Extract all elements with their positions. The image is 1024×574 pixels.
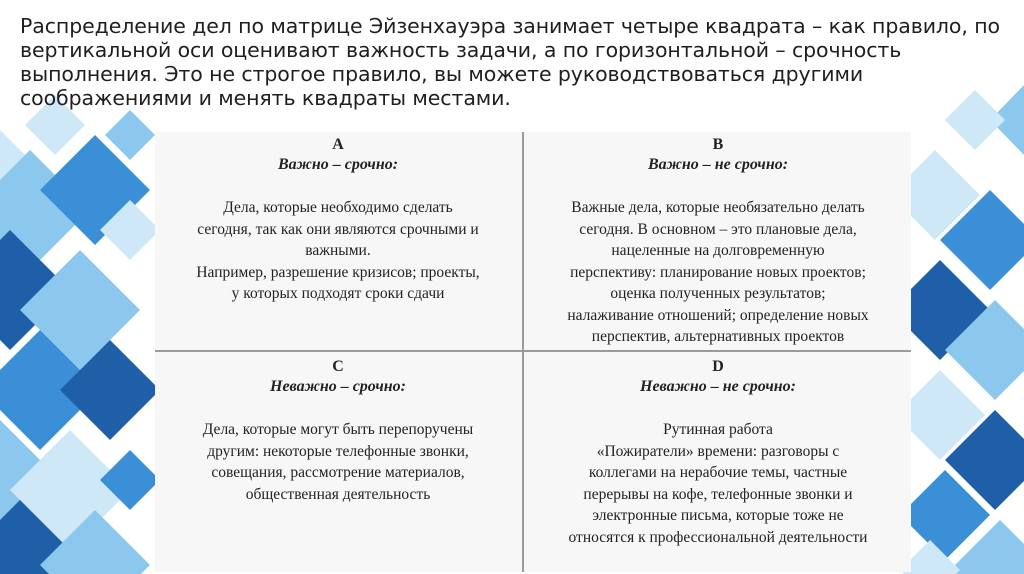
quadrant-b-letter: B [712, 136, 724, 153]
quadrant-b-line: перспектив, альтернативных проектов [591, 328, 845, 345]
quadrant-d-letter: D [712, 358, 724, 375]
quadrant-b-line: Важные дела, которые необязательно делать [571, 199, 865, 216]
horizontal-divider [155, 350, 911, 352]
quadrant-c-line: другим: некоторые телефонные звонки, [207, 442, 469, 460]
quadrant-a-line: Дела, которые необходимо сделать [223, 199, 453, 216]
quadrant-c [155, 354, 521, 505]
quadrant-c-letter: C [332, 358, 344, 375]
quadrant-b-heading: Важно – не срочно: [647, 156, 789, 173]
eisenhower-matrix [155, 132, 911, 572]
quadrant-d-body [525, 419, 911, 548]
quadrant-a-heading: Важно – срочно: [277, 156, 399, 173]
quadrant-b-line: сегодня. В основном – это плановые дела, [579, 220, 857, 238]
quadrant-b-line: нацеленные на долговременную [611, 242, 825, 259]
quadrant-c-heading: Неважно – срочно: [270, 378, 406, 395]
quadrant-b-line: перспективу: планирование новых проектов; [570, 263, 866, 281]
quadrant-d-line: коллегами на нерабочие темы, частные [588, 464, 848, 481]
quadrant-a-line: сегодня, так как они являются срочными и [197, 220, 479, 238]
quadrant-d [525, 354, 911, 548]
vertical-divider [522, 132, 524, 572]
intro-paragraph: Распределение дел по матрице Эйзенхауэра занимает четыре квадрата – как правило, по вертикальной оси оценивают важность задачи, а по горизонтальной – срочность выполнения. Это не строгое правило, вы можете руководствоваться другими соображениями и менять квадраты местами. [20, 14, 1000, 110]
quadrant-c-line: общественная деятельность [245, 485, 431, 503]
quadrant-d-line: перерывы на кофе, телефонные звонки и [583, 485, 853, 503]
quadrant-d-line: Рутинная работа [663, 421, 773, 438]
quadrant-a-letter: A [332, 136, 344, 153]
quadrant-a-line: Например, разрешение кризисов; проекты, [196, 263, 480, 281]
quadrant-d-line: электронные письма, которые тоже не [592, 507, 844, 524]
quadrant-b-line: налаживание отношений; определение новых [567, 306, 869, 324]
quadrant-a-line: у которых подходят сроки сдачи [231, 285, 445, 302]
left-diamond-pattern [0, 95, 160, 574]
quadrant-d-heading: Неважно – не срочно: [640, 378, 796, 395]
quadrant-d-line: относятся к профессиональной деятельности [568, 528, 868, 546]
quadrant-c-body [155, 419, 521, 505]
quadrant-d-line: «Пожиратели» времени: разговоры с [596, 442, 840, 460]
quadrant-a-body [155, 197, 521, 305]
quadrant-c-line: совещания, рассмотрение материалов, [211, 464, 465, 481]
quadrant-a-line: важными. [305, 242, 371, 259]
quadrant-a [155, 132, 521, 305]
quadrant-b [525, 132, 911, 348]
quadrant-b-line: оценка полученных результатов; [610, 285, 826, 302]
quadrant-b-body [525, 197, 911, 348]
quadrant-c-line: Дела, которые могут быть перепоручены [202, 421, 474, 438]
